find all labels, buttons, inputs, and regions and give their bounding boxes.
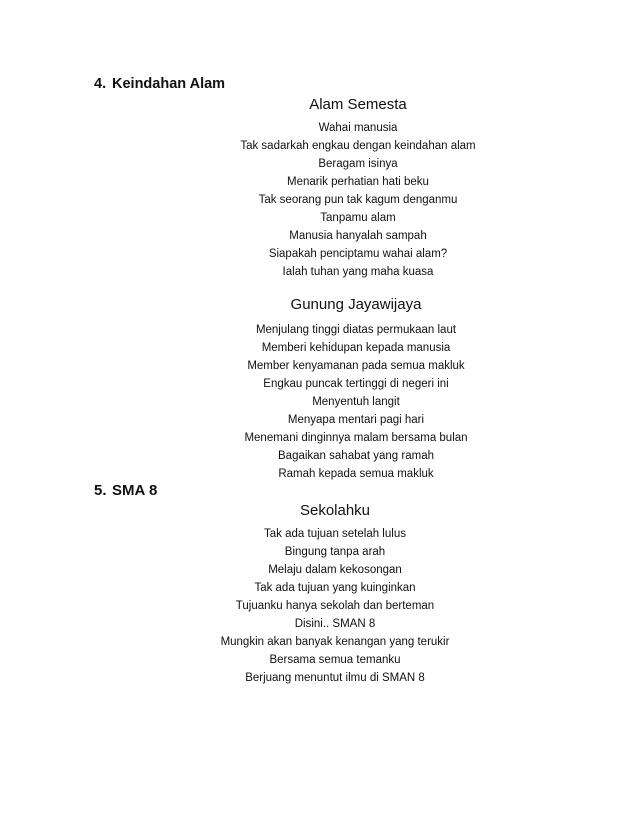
- poem-lines: [240, 119, 476, 281]
- poem-title: Sekolahku: [299, 502, 371, 519]
- poem-line: Tak ada tujuan setelah lulus: [264, 528, 406, 540]
- poem-lines: [238, 321, 474, 483]
- poem-gunung-jayawijaya: [238, 296, 474, 483]
- poem-line: Bersama semua temanku: [269, 654, 401, 666]
- poem-line: Menyentuh langit: [312, 396, 400, 408]
- poem-line: Manusia hanyalah sampah: [289, 230, 427, 242]
- section-number: 5.: [94, 482, 107, 499]
- poem-line: Engkau puncak tertinggi di negeri ini: [263, 378, 449, 390]
- poem-line: Member kenyamanan pada semua makluk: [247, 360, 465, 372]
- poem-title: Alam Semesta: [309, 96, 407, 113]
- poem-line: Tak sadarkah engkau dengan keindahan alam: [240, 140, 476, 152]
- section-title: Keindahan Alam: [112, 76, 226, 92]
- poem-line: Tanpamu alam: [320, 212, 396, 224]
- poem-line: Menemani dinginnya malam bersama bulan: [244, 432, 468, 444]
- poem-line: Berjuang menuntut ilmu di SMAN 8: [245, 672, 425, 684]
- poem-sekolahku: [210, 502, 460, 687]
- poem-line: Menarik perhatian hati beku: [287, 176, 429, 188]
- poem-line: Siapakah penciptamu wahai alam?: [268, 248, 448, 260]
- poem-alam-semesta: [240, 96, 476, 281]
- poem-line: Menyapa mentari pagi hari: [287, 414, 425, 426]
- poem-line: Mungkin akan banyak kenangan yang terukir: [220, 636, 450, 648]
- poem-line: Ialah tuhan yang maha kuasa: [282, 266, 434, 278]
- poem-title: Gunung Jayawijaya: [290, 296, 422, 313]
- poem-lines: [210, 525, 460, 687]
- poem-line: Tak ada tujuan yang kuinginkan: [254, 582, 416, 594]
- section-number: 4.: [94, 76, 107, 92]
- poem-line: Bingung tanpa arah: [284, 546, 386, 558]
- poem-line: Tujuanku hanya sekolah dan berteman: [235, 600, 435, 612]
- poem-line: Melaju dalam kekosongan: [268, 564, 402, 576]
- poem-line: Menjulang tinggi diatas permukaan laut: [255, 324, 457, 336]
- poem-line: Bagaikan sahabat yang ramah: [278, 450, 434, 462]
- section-heading-sma-8: [94, 482, 157, 499]
- section-title: SMA 8: [112, 482, 158, 499]
- poem-line: Wahai manusia: [318, 122, 398, 134]
- section-heading-keindahan-alam: [94, 76, 225, 92]
- poem-line: Beragam isinya: [318, 158, 398, 170]
- poem-line: Tak seorang pun tak kagum denganmu: [258, 194, 458, 206]
- poem-line: Memberi kehidupan kepada manusia: [261, 342, 451, 354]
- poem-line: Ramah kepada semua makluk: [278, 468, 434, 480]
- poem-line: Disini.. SMAN 8: [294, 618, 376, 630]
